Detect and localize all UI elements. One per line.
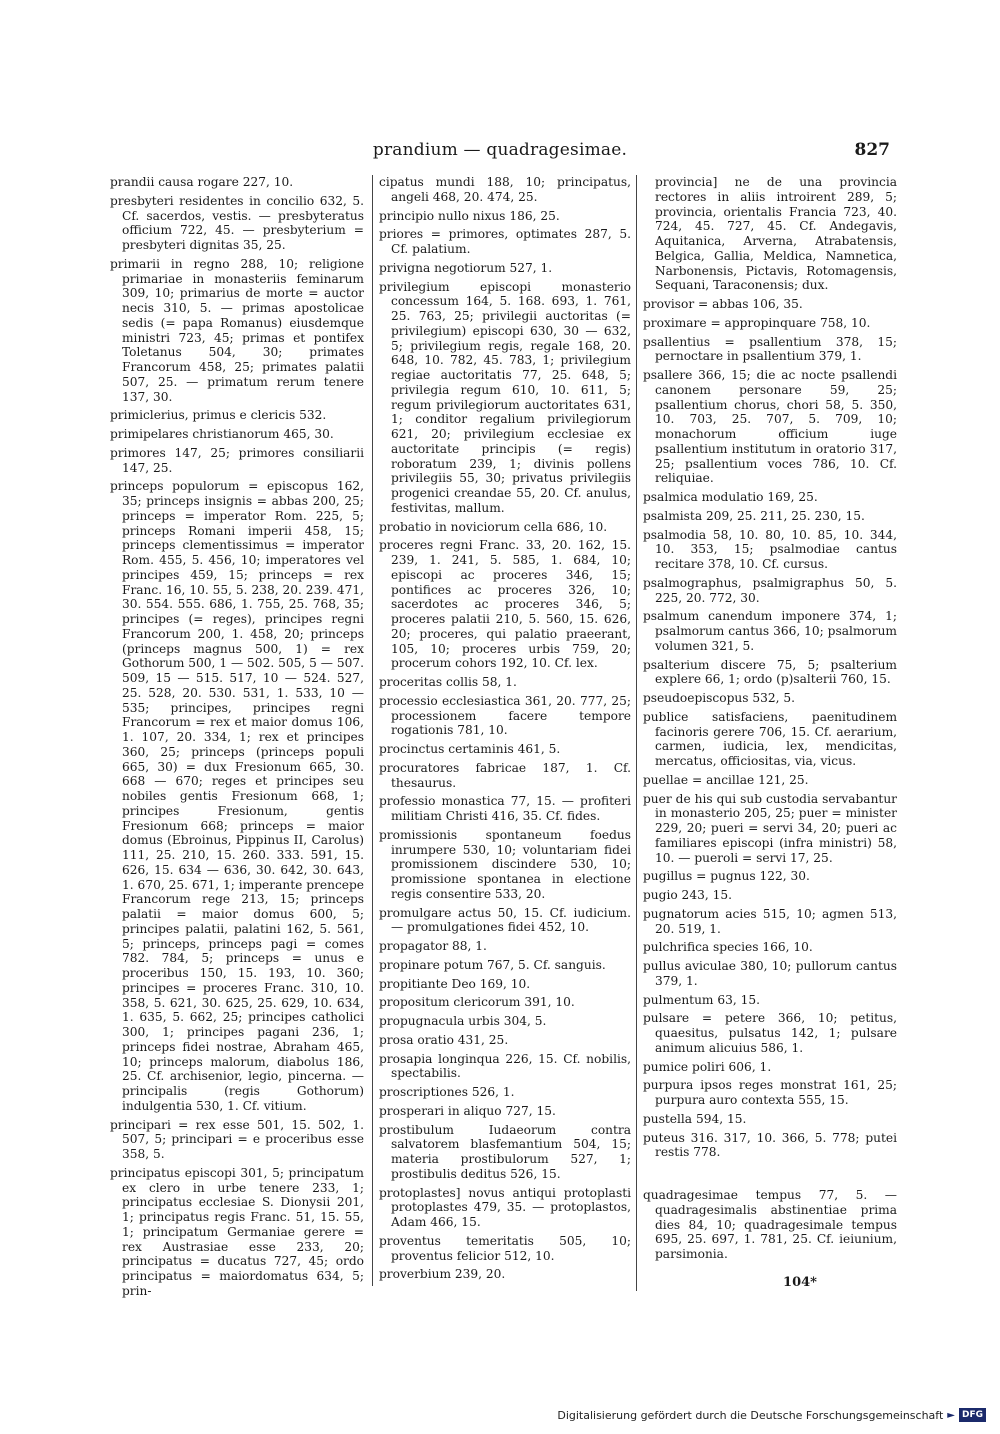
index-entry: psalterium discere 75, 5; psalterium explere 66, 1; ordo (p)salterii 760, 15. [643,657,897,687]
index-entry: processio ecclesiastica 361, 20. 777, 25; processionem facere tempore rogationis 781, 10. [379,693,631,738]
index-entry: propugnacula urbis 304, 5. [379,1014,547,1028]
index-column-1 [110,175,364,1303]
index-entry: priores = primores, optimates 287, 5. Cf. palatium. [379,227,631,256]
index-entry: professio monastica 77, 15. — profiteri militiam Christi 416, 35. Cf. fides. [379,794,631,823]
arrow-icon: ► [947,1409,955,1421]
index-entry: quadragesimae tempus 77, 5. — quadragesimalis abstinentiae prima dies 84, 10; quadragesimale tempus 695, 25. 697, 1. 781, 25. Cf. ieiunium, parsimonia. [643,1188,897,1261]
index-entry: publice satisfaciens, paenitudinem facinoris gerere 706, 15. Cf. aerarium, carmen, iudicia, lex, mendicitas, mercatus, officiositas, via, vicus. [643,709,897,768]
index-entry: propitiante Deo 169, 10. [379,976,531,991]
index-entry: propinare potum 767, 5. Cf. sanguis. [379,957,606,972]
index-entry: primiclerius, primus e clericis 532. [110,408,327,423]
index-entry: prosa oratio 431, 25. [379,1032,509,1047]
index-entry: psalmodia 58, 10. 80, 10. 85, 10. 344, 10. 353, 15; psalmodiae cantus recitare 378, 10. Cf. cursus. [643,527,897,571]
index-entry: primipelares christianorum 465, 30. [110,427,334,441]
index-entry: probatio in noviciorum cella 686, 10. [379,519,608,534]
index-entry: proximare = appropinquare 758, 10. [643,315,871,330]
index-entry: pulsare = petere 366, 10; petitus, quaesitus, pulsatus 142, 1; pulsare animum alicuius 586, 1. [643,1011,897,1055]
page-number: 827 [854,140,890,160]
index-entry: pullus aviculae 380, 10; pullorum cantus 379, 1. [643,959,897,988]
index-column-2 [372,175,631,1286]
index-entry: purpura ipsos reges monstrat 161, 25; purpura auro contexta 555, 15. [643,1078,897,1107]
index-entry: principari = rex esse 501, 15. 502, 1. 507, 5; principari = e proceribus esse 358, 5. [110,1117,364,1161]
index-entry: principatus episcopi 301, 5; principatum ex clero in urbe tenere 233, 1; principatus ecclesiae S. Dionysii 201, 1; principatus regis Franc. 51, 15. 55, 1; principatum Germaniae gerere = rex Austrasiae esse 233, 20; principatus = ducatus 727, 45; ordo principatus = maiordomatus 634, 5; prin- [110,1165,364,1298]
index-entry: promissionis spontaneum foedus inrumpere 530, 10; voluntariam fidei promissionem discindere 530, 10; promissione spontanea in electione regis consentire 533, 20. [379,827,631,901]
index-entry: propagator 88, 1. [379,939,487,953]
index-entry: psalmista 209, 25. 211, 25. 230, 15. [643,508,865,523]
dfg-footer [557,1408,986,1422]
index-entry: pulchrifica species 166, 10. [643,940,813,955]
index-entry: psalmum canendum imponere 374, 1; psalmorum cantus 366, 10; psalmorum volumen 321, 5. [643,609,897,653]
index-entry: prandii causa rogare 227, 10. [110,175,294,189]
index-entry: principio nullo nixus 186, 25. [379,208,560,223]
index-entry: puteus 316. 317, 10. 366, 5. 778; putei restis 778. [643,1130,897,1160]
index-entry: psallere 366, 15; die ac nocte psallendi canonem personare 59, 25; psallentium chorus, chori 58, 5. 350, 10. 703, 25. 707, 5. 709, 10; monachorum officium iuge psallentium institutum in oratorio 317, 25; psallentium voces 786, 10. Cf. reliquiae. [643,368,897,486]
index-entry: proceres regni Franc. 33, 20. 162, 15. 239, 1. 241, 5. 585, 1. 684, 10; episcopi ac proceres 346, 15; pontifices ac proceres 326, 10; sacerdotes ac proceres 346, 5; proceres palatii 210, 5. 560, 15. 626, 20; proceres, qui palatio praeerant, 105, 10; proceres urbis 759, 20; procerum cohors 192, 10. Cf. lex. [379,538,631,671]
index-column-3 [636,175,897,1291]
index-entry: proverbium 239, 20. [379,1267,506,1282]
index-entry: provincia] ne de una provincia rectores in aliis introirent 289, 5; provincia, orientalis Francia 723, 40. 724, 45. 727, 45. Cf. Andegavis, Aquitanica, Arverna, Atrabatensis, Belgica, Gallia, Meldica, Namnetica, Narbonensis, Pictavis, Rotomagensis, Sequani, Taraconensis; dux. [655,175,897,293]
index-entry: presbyteri residentes in concilio 632, 5. Cf. sacerdos, vestis. — presbyteratus officium 722, 45. — presbyterium = presbyteri dignitas 35, 25. [110,193,364,252]
running-title: prandium — quadragesimae. [372,140,628,160]
index-entry: privigna negotiorum 527, 1. [379,260,553,275]
section-gap [643,1164,897,1188]
index-entry: pugio 243, 15. [643,888,732,902]
dfg-logo-icon: DFG [959,1408,986,1422]
index-entry: provisor = abbas 106, 35. [643,297,803,311]
index-entry: proscriptiones 526, 1. [379,1085,515,1099]
index-entry: primores 147, 25; primores consiliarii 147, 25. [110,445,364,475]
index-entry: pustella 594, 15. [643,1111,747,1126]
index-entry: cipatus mundi 188, 10; principatus, angeli 468, 20. 474, 25. [379,175,631,204]
index-entry: pugnatorum acies 515, 10; agmen 513, 20. 519, 1. [643,906,897,936]
index-entry: pulmentum 63, 15. [643,992,760,1007]
index-entry: procuratores fabricae 187, 1. Cf. thesaurus. [379,760,631,790]
index-entry: princeps populorum = episcopus 162, 35; princeps insignis = abbas 200, 25; princeps = imperator Rom. 225, 5; princeps Romani imperii 458, 15; princeps clementissimus = imperator Rom. 455, 5. 456, 10; imperatores vel principes 459, 15; princeps = rex Franc. 16, 10. 55, 5. 238, 20. 239. 471, 30. 554. 555. 686, 1. 755, 25. 768, 35; principes (= reges), principes regni Francorum 200, 1. 458, 20; princeps (princeps magnus 500, 1) = rex Gothorum 500, 1 — 502. 505, 5 — 507. 509, 15 — 515. 517, 10 — 524. 527, 25. 528, 20. 530. 531, 1. 533, 10 — 535; principes, principes regni Francorum = rex et maior domus 106, 1. 107, 20. 334, 1; rex et principes 360, 25; princeps (princeps populi 665, 30) = dux Fresionum 665, 30. 668 — 670; reges et principes seu nobiles gentis Fresionum 668, 1; principes Fresionum, gentis Fresionum 668; princeps = maior domus (Ebroinus, Pippinus II, Carolus) 111, 25. 210, 15. 260. 333. 591, 15. 626, 15. 634 — 636, 30. 642, 30. 643, 1. 670, 25. 671, 1; imperante prencepe Francorum rege 213, 15; princeps palatii = maior domus 600, 5; principes palatii, palatini 162, 5. 561, 5; princeps, princeps pagi = comes 782. 784, 5; princeps = unus e proceribus 150, 15. 193, 10. 360; principes = proceres Franc. 310, 10. 358, 5. 621, 30. 625, 25. 629, 10. 634, 1. 635, 5. 662, 25; principes catholici 300, 1; principes pagani 236, 1; princeps fidei nostrae, Abraham 465, 10; princeps malorum, diabolus 186, 25. Cf. archisenior, legio, pincerna. — principalis (regis Gothorum) indulgentia 530, 1. Cf. vitium. [110,479,364,1113]
index-entry: prosperari in aliquo 727, 15. [379,1103,556,1118]
index-entry: primarii in regno 288, 10; religione primariae in monasteriis feminarum 309, 10; primarius de morte = auctor necis 310, 5. — primas apostolicae sedis (= papa Romanus) eiusdemque ministri 723, 45; primas et pontifex Toletanus 504, 30; primates Francorum 458, 25; primates palatii 507, 25. — primatum rerum tenere 137, 30. [110,256,364,404]
index-entry: pseudoepiscopus 532, 5. [643,691,796,705]
index-entry: protoplastes] novus antiqui protoplasti protoplastes 479, 35. — protoplastos, Adam 466, 15. [379,1185,631,1229]
index-entry: proceritas collis 58, 1. [379,675,517,689]
signature-mark: 104* [783,1274,817,1290]
index-entry: procinctus certaminis 461, 5. [379,742,561,756]
index-entry: psallentius = psallentium 378, 15; pernoctare in psallentium 379, 1. [643,334,897,364]
index-entry: psalmographus, psalmigraphus 50, 5. 225, 20. 772, 30. [643,575,897,605]
index-entry: prostibulum Iudaeorum contra salvatorem blasfemantium 504, 15; materia prostibulorum 527, 1; prostibulis deditus 526, 15. [379,1122,631,1181]
index-entry: psalmica modulatio 169, 25. [643,490,818,504]
index-entry: prosapia longinqua 226, 15. Cf. nobilis, spectabilis. [379,1051,631,1081]
index-entry: promulgare actus 50, 15. Cf. iudicium. — promulgationes fidei 452, 10. [379,905,631,935]
index-entry: pumice poliri 606, 1. [643,1059,772,1074]
index-entry: privilegium episcopi monasterio concessum 164, 5. 168. 693, 1. 761, 25. 763, 25; privilegii auctoritas (= privilegium) episcopi 630, 30 — 632, 5; privilegium regis, regale 168, 20. 648, 10. 782, 45. 783, 1; privilegium regiae auctoritatis 77, 25. 648, 5; privilegia regum 610, 10. 611, 5; regum privilegiorum auctoritates 631, 1; conditor regalium privilegiorum 621, 20; privilegium ecclesiae ex auctoritate principis (= regis) roboratum 239, 1; divinis pollens privilegiis 55, 30; privatus privilegiis progenici creandae 55, 20. Cf. anulus, festivitas, mallum. [379,279,631,515]
index-entry: proventus temeritatis 505, 10; proventus felicior 512, 10. [379,1233,631,1263]
funding-note: Digitalisierung gefördert durch die Deutsche Forschungsgemeinschaft [557,1408,944,1422]
index-entry: propositum clericorum 391, 10. [379,995,575,1010]
index-entry: puer de his qui sub custodia servabantur in monasterio 205, 25; puer = minister 229, 20; pueri = servi 34, 20; pueri ac familiares episcopi (infra ministri) 58, 10. — pueroli = servi 17, 25. [643,791,897,865]
page-header [110,140,890,164]
index-entry: puellae = ancillae 121, 25. [643,772,809,787]
index-entry: pugillus = pugnus 122, 30. [643,869,810,884]
